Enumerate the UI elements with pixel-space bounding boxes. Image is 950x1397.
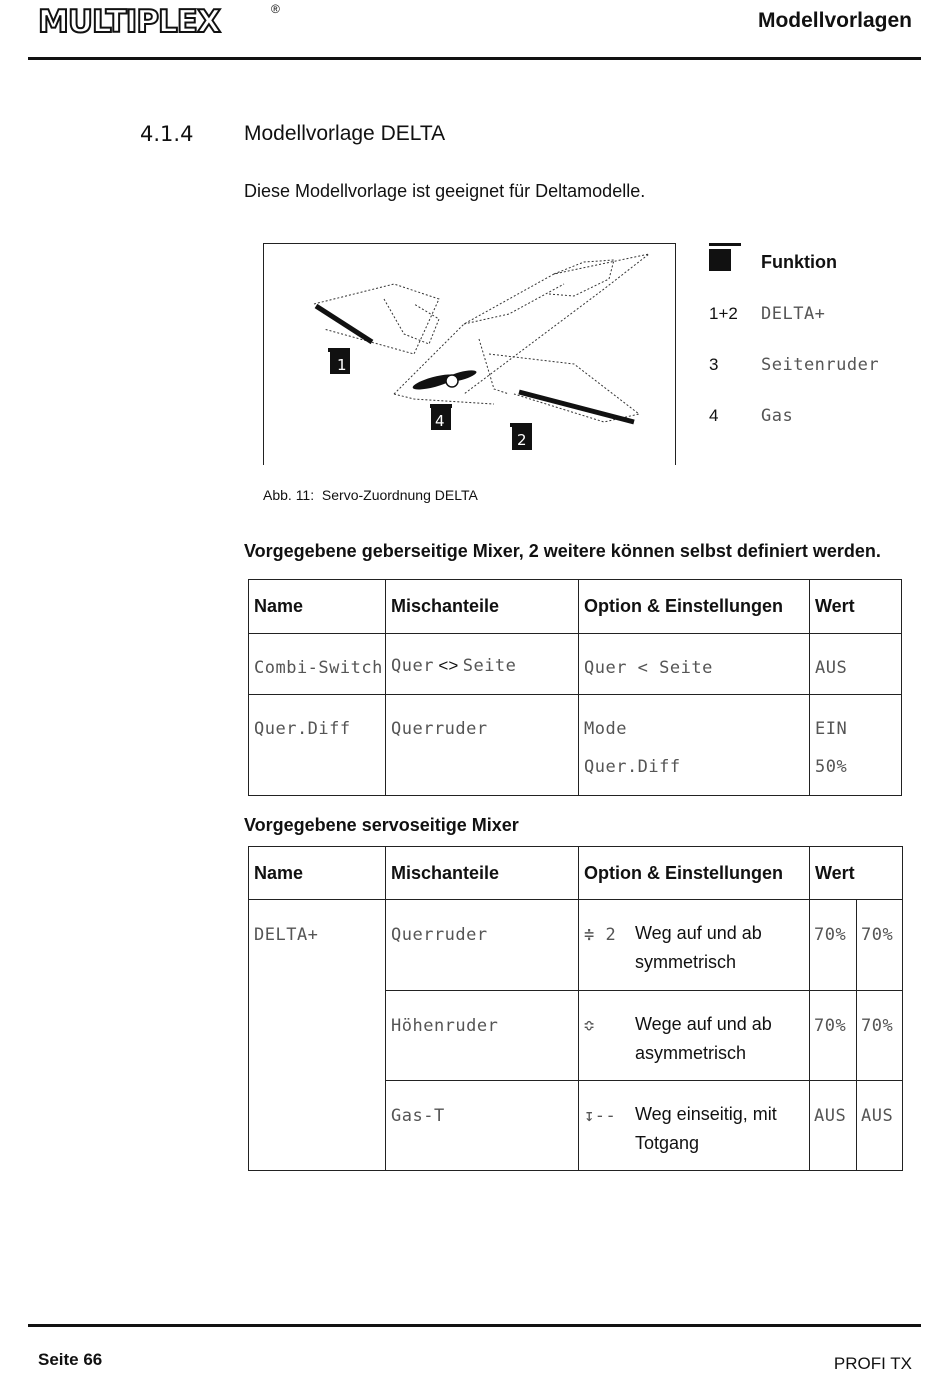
brand-logo: MULTIPLEX xyxy=(38,4,220,40)
mixer-part-b: Seite xyxy=(462,656,517,676)
function-header: Funktion xyxy=(761,252,837,272)
one-sided-travel-icon: ↧-- xyxy=(584,1106,617,1126)
mixer-value: 70% xyxy=(861,925,894,945)
mixer-value: 50% xyxy=(815,757,848,777)
table-row xyxy=(249,695,902,796)
mixer-name: Combi-Switch xyxy=(254,658,383,678)
footer-rule xyxy=(28,1324,921,1327)
channel-label: 3 xyxy=(709,355,719,374)
option-description xyxy=(635,1100,777,1158)
header-section-title: Modellvorlagen xyxy=(757,9,912,32)
mixer-value: EIN xyxy=(815,719,848,739)
intro-text: Diese Modellvorlage ist geeignet für Deltamodelle. xyxy=(244,181,646,201)
mixer-name: DELTA+ xyxy=(254,925,319,945)
col-value-header: Wert xyxy=(815,596,855,616)
mixer-parts: Querruder xyxy=(391,925,488,945)
mixer-parts xyxy=(386,634,578,676)
delta-jet-illustration xyxy=(264,244,675,465)
registered-mark: ® xyxy=(271,2,280,16)
mixer-value: 70% xyxy=(861,1016,894,1036)
mixer-operator: <> xyxy=(438,656,459,675)
function-value: Gas xyxy=(761,406,794,426)
table-row xyxy=(249,634,902,695)
svg-text:4: 4 xyxy=(435,412,445,430)
col-parts-header: Mischanteile xyxy=(391,596,500,616)
option-description-line1: Wege auf und ab xyxy=(635,1014,772,1034)
mixer-value: 70% xyxy=(814,925,847,945)
option-description-line2: Totgang xyxy=(635,1133,700,1153)
mixer-option: Quer.Diff xyxy=(584,757,681,777)
svg-text:2: 2 xyxy=(517,431,527,449)
option-description-line1: Weg auf und ab xyxy=(635,923,762,943)
mixer-name: Quer.Diff xyxy=(254,719,351,739)
channel-label: 1+2 xyxy=(709,304,738,323)
mixer-option: Quer < Seite xyxy=(584,658,713,678)
section-title: Modellvorlage DELTA xyxy=(244,122,446,145)
page-number: Seite 66 xyxy=(38,1350,103,1369)
servo-icon xyxy=(707,243,743,273)
mixer-part-a: Quer xyxy=(391,656,434,676)
mixer-parts: Gas-T xyxy=(391,1106,445,1126)
option-description-line1: Weg einseitig, mit xyxy=(635,1104,777,1124)
product-name: PROFI TX xyxy=(833,1354,912,1373)
option-description-line2: asymmetrisch xyxy=(635,1043,747,1063)
symmetric-travel-icon: ≑ 2 xyxy=(584,925,617,945)
mixer-value: AUS xyxy=(861,1106,894,1126)
channel-label: 4 xyxy=(709,406,719,425)
function-value: DELTA+ xyxy=(761,304,826,324)
asymmetric-travel-icon: ≎ xyxy=(584,1016,595,1036)
option-description xyxy=(635,1010,772,1068)
servo-tag-4 xyxy=(430,404,452,430)
mixer-option: Mode xyxy=(584,719,627,739)
col-name-header: Name xyxy=(254,863,304,883)
servo-tag-2 xyxy=(510,423,532,450)
mixer1-heading: Vorgegebene geberseitige Mixer, 2 weitere können selbst definiert werden. xyxy=(244,541,881,561)
figure-frame xyxy=(263,243,676,465)
figure-caption-label: Abb. 11: xyxy=(263,487,315,503)
section-number: 4.1.4 xyxy=(140,122,194,146)
figure-caption xyxy=(263,487,478,503)
col-option-header: Option & Einstellungen xyxy=(584,596,783,616)
col-parts-header: Mischanteile xyxy=(391,863,500,883)
svg-text:1: 1 xyxy=(337,356,347,374)
table-row xyxy=(249,900,903,991)
option-description xyxy=(635,919,762,977)
mixer2-heading: Vorgegebene servoseitige Mixer xyxy=(244,815,519,835)
option-description-line2: symmetrisch xyxy=(635,952,737,972)
header-rule xyxy=(28,57,921,60)
col-name-header: Name xyxy=(254,596,304,616)
mixer-parts: Querruder xyxy=(391,719,488,739)
mixer2-table xyxy=(248,846,903,1171)
mixer-value: 70% xyxy=(814,1016,847,1036)
col-option-header: Option & Einstellungen xyxy=(584,863,783,883)
figure-caption-text: Servo-Zuordnung DELTA xyxy=(321,487,478,503)
mixer-value: AUS xyxy=(815,658,848,678)
mixer-value: AUS xyxy=(814,1106,847,1126)
col-value-header: Wert xyxy=(815,863,855,883)
function-value: Seitenruder xyxy=(761,355,880,375)
mixer1-table xyxy=(248,579,902,796)
servo-tag-1 xyxy=(328,348,350,374)
mixer-parts: Höhenruder xyxy=(391,1016,499,1036)
